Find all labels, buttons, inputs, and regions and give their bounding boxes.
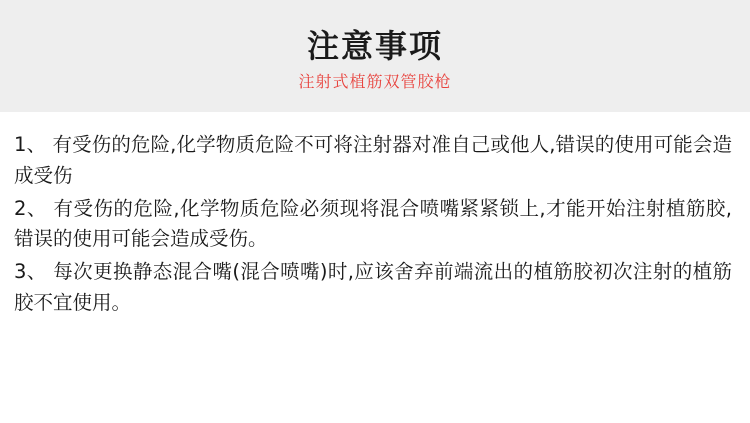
- page-header: [0, 0, 750, 112]
- list-item: 3、 每次更换静态混合嘴(混合喷嘴)时,应该舍弃前端流出的植筋胶初次注射的植筋胶不宜使用。: [14, 260, 732, 314]
- page-subtitle: 注射式植筋双管胶枪: [298, 71, 452, 91]
- list-item: 1、 有受伤的危险,化学物质危险不可将注射器对准自己或他人,错误的使用可能会造成受伤: [14, 133, 732, 187]
- list-item: 2、 有受伤的危险,化学物质危险必须现将混合喷嘴紧紧锁上,才能开始注射植筋胶,错误的使用可能会造成受伤。: [14, 196, 732, 251]
- notice-list: [0, 112, 750, 319]
- page-title: 注意事项: [306, 27, 443, 66]
